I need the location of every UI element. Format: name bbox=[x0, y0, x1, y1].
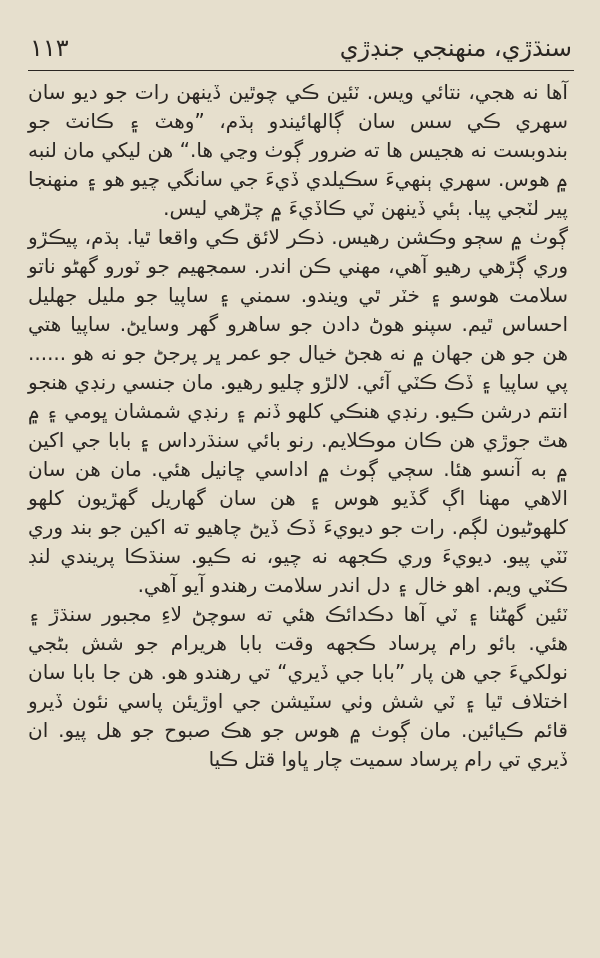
paragraph-2: ڳوٺ ۾ سڄو وڪشن رهيس. ذڪر لائق ڪي واقعا ٿيا. ٻڌم، پيڪڙو وري ڳڙهي رهيو آهي، مهني ڪن اندر. سمجهيم جو ٽورو گهڻو ناتو سلامت هوسو ۽ خٽر ٿي ويندو. سمني ۽ ساپيا جو مليل جهليل احساس ٿيم. سپنو هوڻ دادن جو ساهرو گهر وسايڻ. ساپيا هتي هن جو هن جهان ۾ نه هجڻ خيال جو عمر ڀر پرجڻ جو نه هو ...... پي ساپيا ۽ ڏڪ ڪٽي آئي. لالڙو چليو رهيو. مان جنسي رنڊي هنجو انتم درشن ڪيو. رنڊي هنڪي کلهو ڏنم ۽ رنڊي شمشان ڀومي ۽ ۾ هٿ جوڙي هن ڪان موڪلايم. رنو بائي سنڌرداس ۽ بابا جي اکين ۾ به آنسو هئا. سڄي ڳوٺ ۾ اداسي ڇانيل هئي. مان هن سان الاهي مهنا اڳ گڏيو هوس ۽ هن سان گهاريل گهڙيون کلهو کلهوڻيون لڳم. رات جو ديويءَ ڏڪ ڏيڻ چاهيو ته اکين جو بند وري ٽٽي پيو. ديويءَ وري ڪجهه نه چيو، نه ڪيو. سنڌڪا پريندي لنڊ ڪٽي ويم. اهو خال ۽ دل اندر سلامت رهندو آيو آهي. bbox=[28, 225, 568, 597]
running-title: سنڌڙي، منهنجي جنڊڙي bbox=[339, 34, 572, 62]
body-text bbox=[28, 78, 568, 932]
paragraph-1: آها نه هجي، نتائي ويس. ٽئين ڪي چوٿين ڏينهن رات جو ديو سان سهري ڪي سس سان ڳالهائيندو ٻڌم، ”وهٽ ۽ ڪانٽ جو بندوبست نه هجيس ها ته ضرور ڳوٺ وڃي ها.“ هن ليکي مان لنبه ۾ هوس. سهري ٻنهيءَ سڪيلدي ڏيءَ جي سانگي چيو هو ۽ منهنجا پير لٽجي پيا. ٻئي ڏينهن ٽي ڪاڏيءَ ۾ چڙهي ليس. bbox=[28, 80, 568, 220]
paragraph-3: ٽئين گهڻنا ۽ ٽي آها دڪدائڪ هئي ته سوچڻ لاءِ مجبور سنڌڙ ۽ هئي. بائو رام پرساد ڪجهه وقت بابا هريرام جو شش بڻجي نولکيءَ جي هن پار ”بابا جي ڏيري“ تي رهندو هو. هن جا بابا سان اختلاف ٿيا ۽ ٽي شش وٺي سٽيشن جي اوڙيئن پاسي نئون ڏيرو قائم ڪيائين. مان ڳوٺ ۾ هوس جو هڪ صبوح جو هل پيو. ان ڏيري تي رام پرساد سميت چار ڀاوا قتل ڪيا bbox=[28, 602, 568, 771]
page-header bbox=[30, 28, 572, 68]
header-rule bbox=[28, 70, 574, 71]
page-number: ١١٣ bbox=[30, 34, 69, 62]
